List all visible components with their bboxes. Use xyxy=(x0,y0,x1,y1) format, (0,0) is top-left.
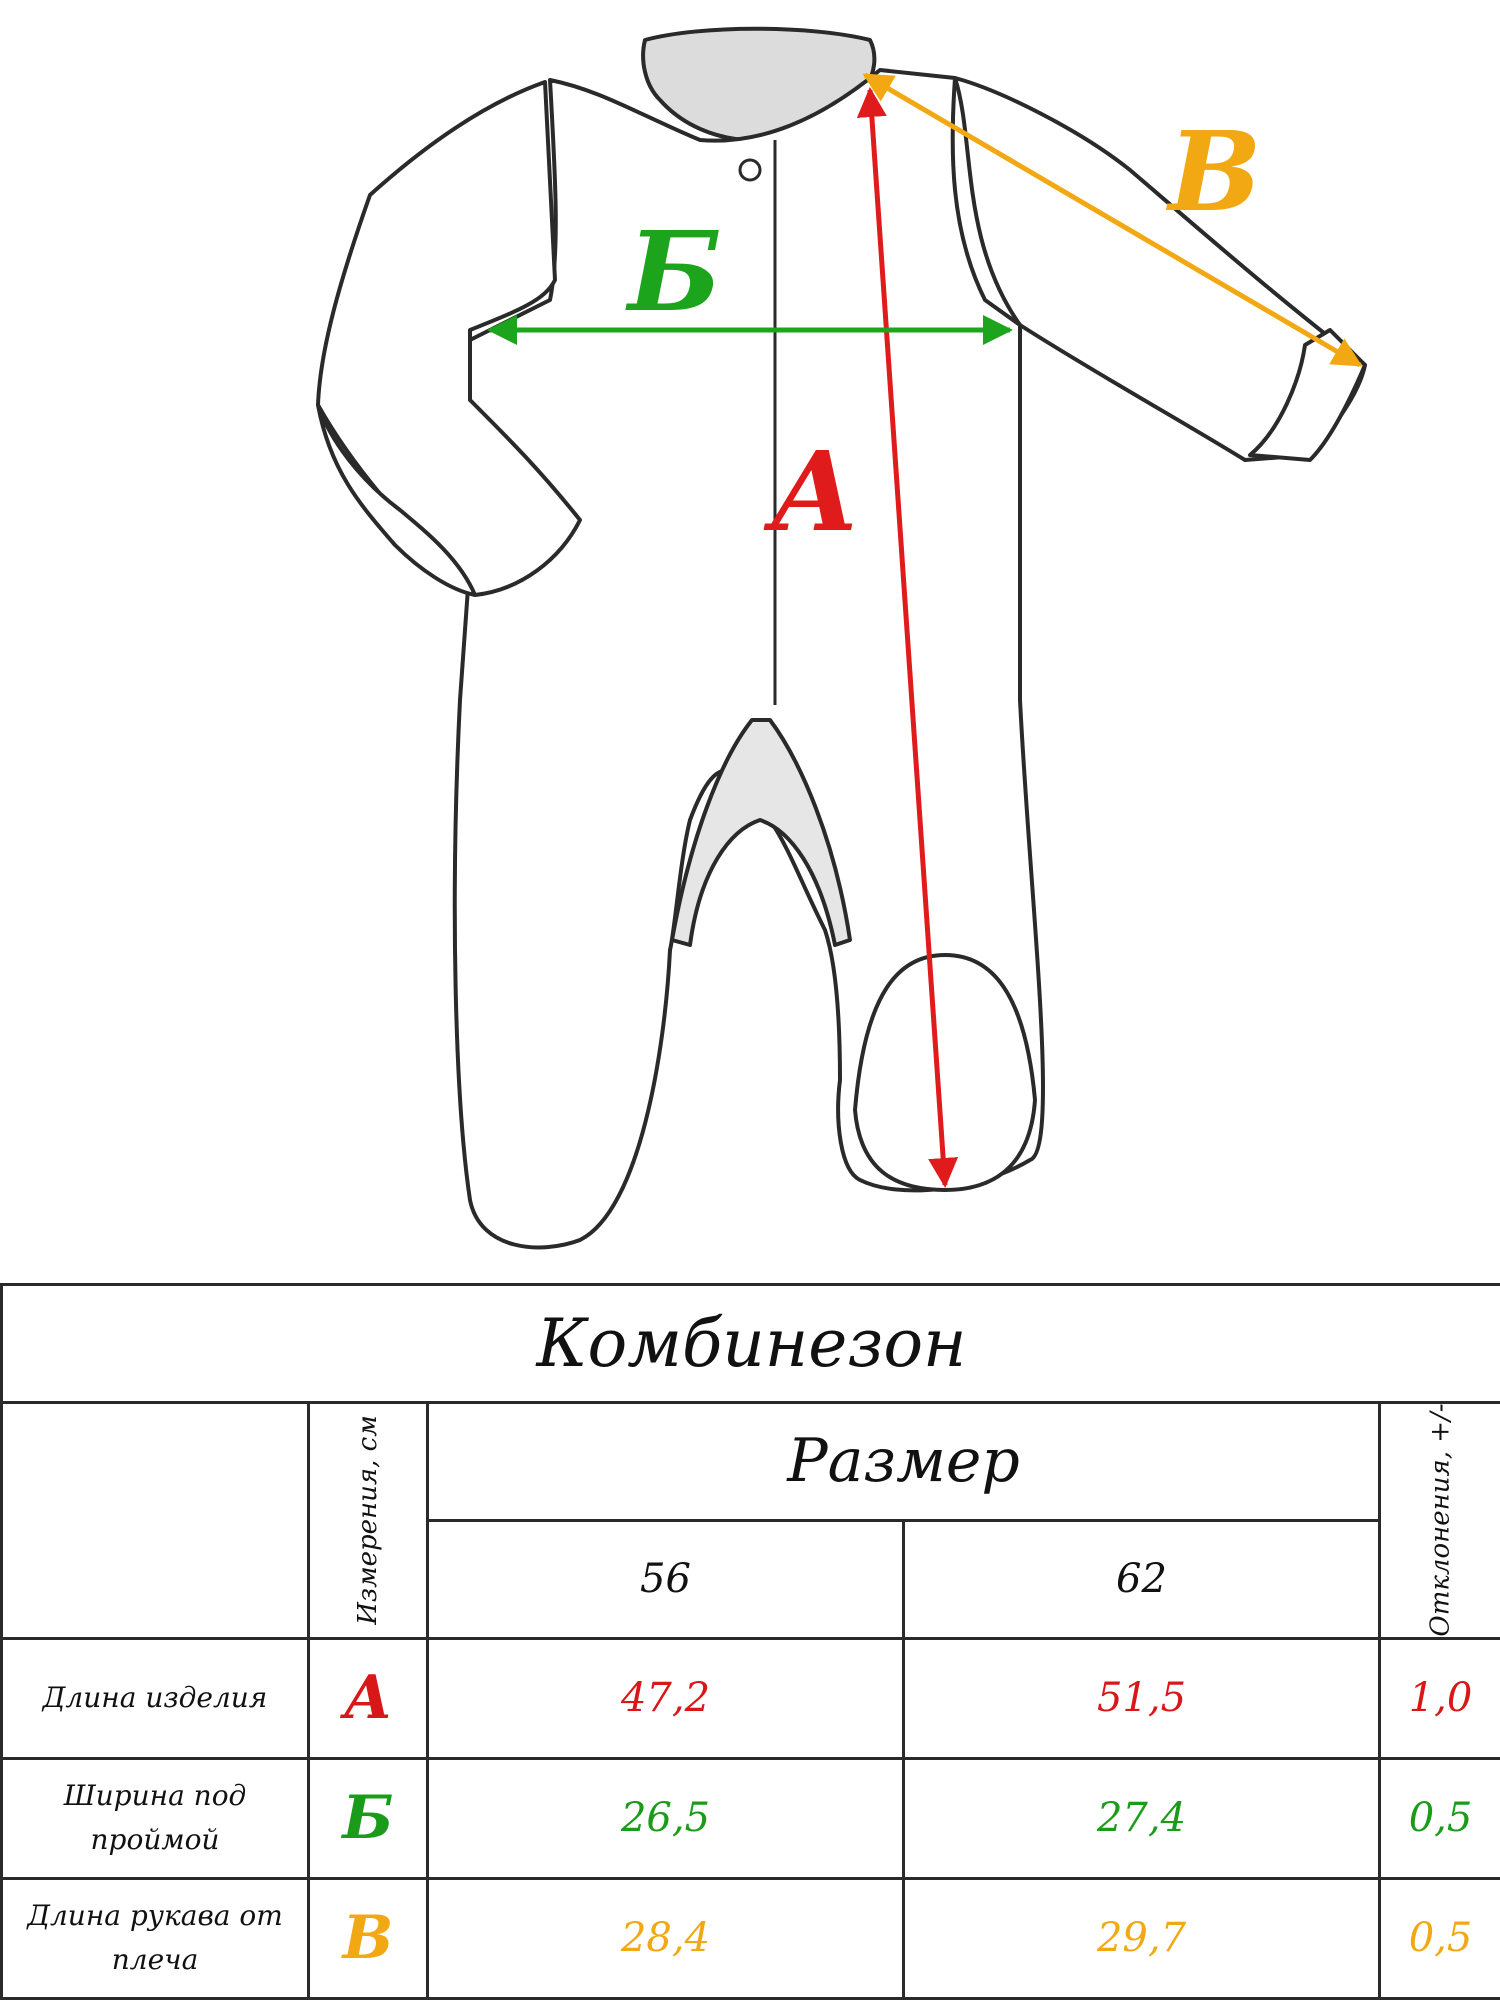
size-62: 62 xyxy=(904,1520,1380,1638)
size-56: 56 xyxy=(428,1520,904,1638)
value-deviation: 0,5 xyxy=(1380,1878,1500,1998)
value-deviation: 0,5 xyxy=(1380,1758,1500,1878)
table-title: Комбинезон xyxy=(2,1285,1500,1403)
label-a: А xyxy=(770,427,860,556)
param-letter: В xyxy=(309,1878,428,1998)
header-measurements-cell xyxy=(309,1402,428,1638)
header-deviation-cell xyxy=(1380,1402,1500,1638)
param-name: Ширина под проймой xyxy=(2,1758,309,1878)
value-56: 28,4 xyxy=(428,1878,904,1998)
header-size: Размер xyxy=(428,1402,1380,1520)
snap-button xyxy=(740,160,760,180)
label-v: В xyxy=(1168,107,1262,236)
value-62: 27,4 xyxy=(904,1758,1380,1878)
param-name: Длина рукава от плеча xyxy=(2,1878,309,1998)
param-name: Длина изделия xyxy=(2,1638,309,1758)
size-chart-table xyxy=(0,1283,1500,2000)
header-deviation: Отклонения, +/- xyxy=(1425,1403,1456,1638)
value-62: 51,5 xyxy=(904,1638,1380,1758)
value-62: 29,7 xyxy=(904,1878,1380,1998)
value-deviation: 1,0 xyxy=(1380,1638,1500,1758)
value-56: 47,2 xyxy=(428,1638,904,1758)
table-row xyxy=(2,1878,1500,1998)
header-measurements: Измерения, см xyxy=(353,1415,383,1626)
param-letter: А xyxy=(309,1638,428,1758)
table-row xyxy=(2,1758,1500,1878)
value-56: 26,5 xyxy=(428,1758,904,1878)
header-empty-cell xyxy=(2,1402,309,1638)
label-b: Б xyxy=(628,207,722,336)
table-row xyxy=(2,1638,1500,1758)
param-letter: Б xyxy=(309,1758,428,1878)
